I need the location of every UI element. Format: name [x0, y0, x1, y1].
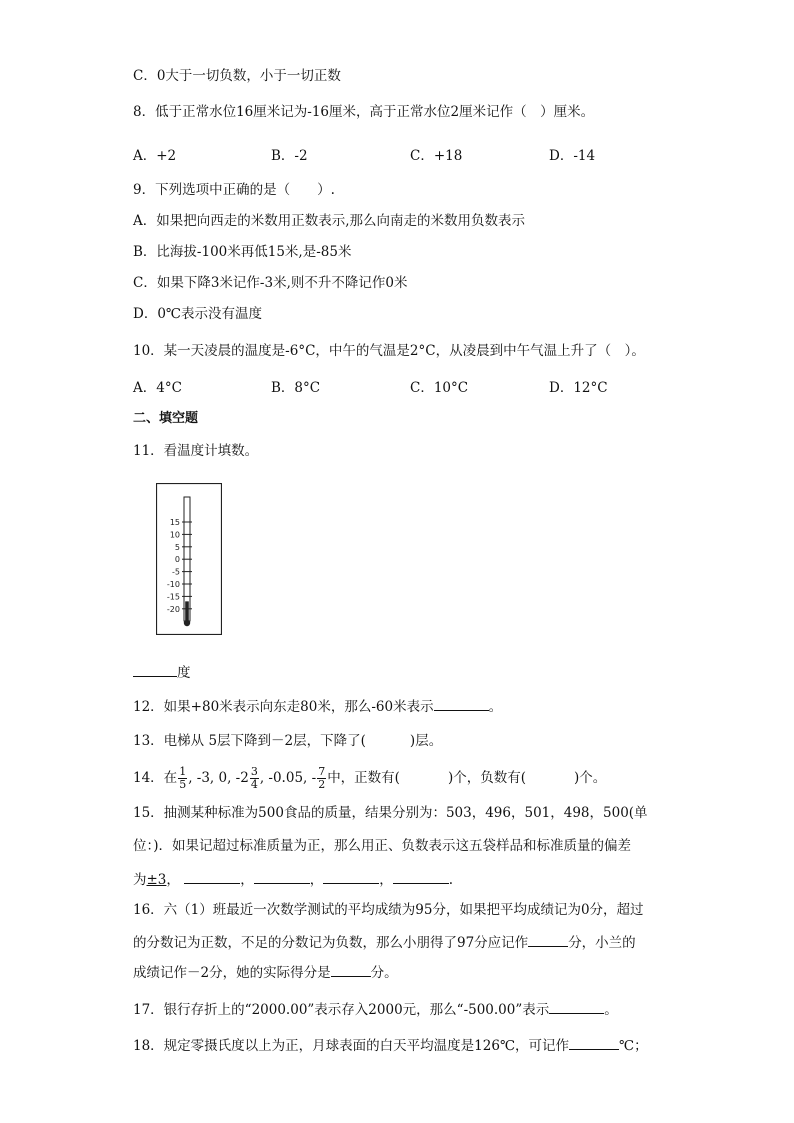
q16-text-3: 成绩记作－2分，她的实际得分是 — [133, 965, 331, 981]
q16-line1: 16．六（1）班最近一次数学测试的平均成绩为95分，如果把平均成绩记为0分，超过 — [133, 902, 644, 918]
q15-blank-3[interactable] — [323, 868, 379, 884]
q17-text: 17．银行存折上的“2000.00”表示存入2000元，那么“-500.00”表示 — [133, 1002, 550, 1018]
q14 — [133, 766, 606, 791]
q10-option-d: D．12°C — [549, 380, 608, 396]
fraction-one-fifth — [178, 766, 187, 791]
q18-text: 18．规定零摄氏度以上为正，月球表面的白天平均温度是126℃，可记作 — [133, 1038, 570, 1054]
thermometer-label: -5 — [172, 567, 180, 577]
q16-line2 — [133, 931, 636, 953]
thermometer-label: 5 — [174, 542, 180, 552]
q15-text: 为 — [133, 872, 147, 888]
thermometer-figure — [156, 483, 222, 635]
q15-sep: ， — [240, 872, 254, 888]
q14-text-pre: 14．在 — [133, 770, 178, 786]
q15-sep: ， — [309, 872, 324, 888]
q15-sep: ， — [166, 872, 180, 888]
q9-option-b: B．比海拔-100米再低15米,是-85米 — [133, 244, 352, 260]
thermometer-label: 0 — [174, 555, 180, 565]
q15-end: . — [448, 872, 453, 888]
q18-end: ℃； — [619, 1038, 648, 1054]
thermometer-label: -20 — [166, 604, 180, 614]
q16-text-2: 分，小兰的 — [568, 935, 636, 951]
thermometer-label: -15 — [166, 592, 180, 602]
q14-text-positive: 中，正数有( — [327, 770, 400, 786]
q16-line3 — [133, 961, 398, 983]
q14-text-end: )个。 — [574, 770, 607, 786]
thermometer-label: -10 — [166, 580, 180, 589]
fraction-three-quarters — [250, 766, 259, 791]
q15-example-value: ±3 — [146, 872, 167, 888]
q9-option-d: D．0℃表示没有温度 — [133, 306, 263, 322]
q9-option-c: C．如果下降3米记作-3米,则不升不降记作0米 — [133, 275, 408, 291]
q15-line1: 15．抽测某种标准为500食品的质量，结果分别为：503，496，501，498，500(单 — [133, 805, 648, 821]
q11-blank[interactable] — [133, 661, 177, 677]
q11-stem: 11．看温度计填数。 — [133, 443, 259, 459]
q11-answer-line — [133, 661, 191, 683]
q12 — [133, 695, 502, 717]
q15-line2: 位：)．如果记超过标准质量为正，那么用正、负数表示这五袋样品和标准质量的偏差 — [133, 838, 632, 854]
fraction-seven-halves — [317, 766, 326, 791]
q10-option-a: A．4°C — [133, 380, 182, 396]
q16-blank-1[interactable] — [528, 931, 568, 947]
q13-end: )层。 — [409, 733, 443, 749]
fraction-numerator: 1 — [179, 765, 187, 778]
fraction-numerator: 3 — [250, 765, 258, 778]
q12-end: 。 — [488, 699, 503, 715]
q15-blank-2[interactable] — [254, 868, 310, 884]
q15-blank-1[interactable] — [184, 868, 240, 884]
q14-text-negative: )个，负数有( — [447, 770, 527, 786]
q18 — [133, 1034, 648, 1056]
q10-stem: 10．某一天凌晨的温度是-6°C，中午的气温是2°C，从凌晨到中午气温上升了（ ）。 — [133, 343, 645, 359]
q10-option-b: B．8°C — [271, 380, 321, 396]
q13 — [133, 731, 442, 751]
q8-option-b: B．-2 — [271, 148, 308, 164]
q11-unit: 度 — [177, 665, 191, 681]
q16-text: 的分数记为正数，不足的分数记为负数，那么小朋得了97分应记作 — [133, 935, 529, 951]
q8-option-a: A．+2 — [133, 148, 177, 164]
q9-stem: 9．下列选项中正确的是（ ）. — [133, 182, 335, 198]
thermometer-bulb — [184, 620, 190, 626]
q16-end: 分。 — [370, 965, 398, 981]
q15-sep: ， — [379, 872, 393, 888]
q18-blank[interactable] — [569, 1034, 619, 1050]
thermometer-label: 10 — [169, 530, 180, 540]
q10-option-c: C．10°C — [410, 380, 469, 396]
q16-blank-2[interactable] — [331, 961, 371, 977]
q14-text-mid1: , -3, 0, -2 — [188, 770, 249, 786]
thermometer-label: 15 — [169, 518, 180, 527]
q17-blank[interactable] — [549, 998, 604, 1014]
fraction-numerator: 7 — [318, 765, 326, 778]
q14-text-mid2: , -0.05, - — [259, 770, 317, 786]
thermometer-mercury — [185, 601, 189, 623]
q13-text: 13．电梯从 5层下降到－2层，下降了( — [133, 733, 366, 749]
fraction-denominator: 5 — [179, 778, 187, 791]
q12-blank[interactable] — [434, 695, 489, 711]
q8-option-d: D．-14 — [549, 148, 596, 164]
fraction-denominator: 2 — [318, 778, 326, 791]
q15-line3 — [133, 868, 453, 890]
q8-stem: 8．低于正常水位16厘米记为-16厘米，高于正常水位2厘米记作（ ）厘米。 — [133, 104, 595, 120]
fraction-denominator: 4 — [250, 778, 258, 791]
q7-option-c: C．0大于一切负数，小于一切正数 — [133, 68, 341, 84]
section-title-fill-blank: 二、填空题 — [133, 411, 199, 426]
q17-end: 。 — [604, 1002, 618, 1018]
q9-option-a: A．如果把向西走的米数用正数表示,那么向南走的米数用负数表示 — [133, 213, 526, 229]
q12-text: 12．如果+80米表示向东走80米，那么-60米表示 — [133, 699, 434, 715]
q17 — [133, 998, 618, 1020]
q8-option-c: C．+18 — [410, 148, 463, 164]
q15-blank-4[interactable] — [393, 868, 449, 884]
